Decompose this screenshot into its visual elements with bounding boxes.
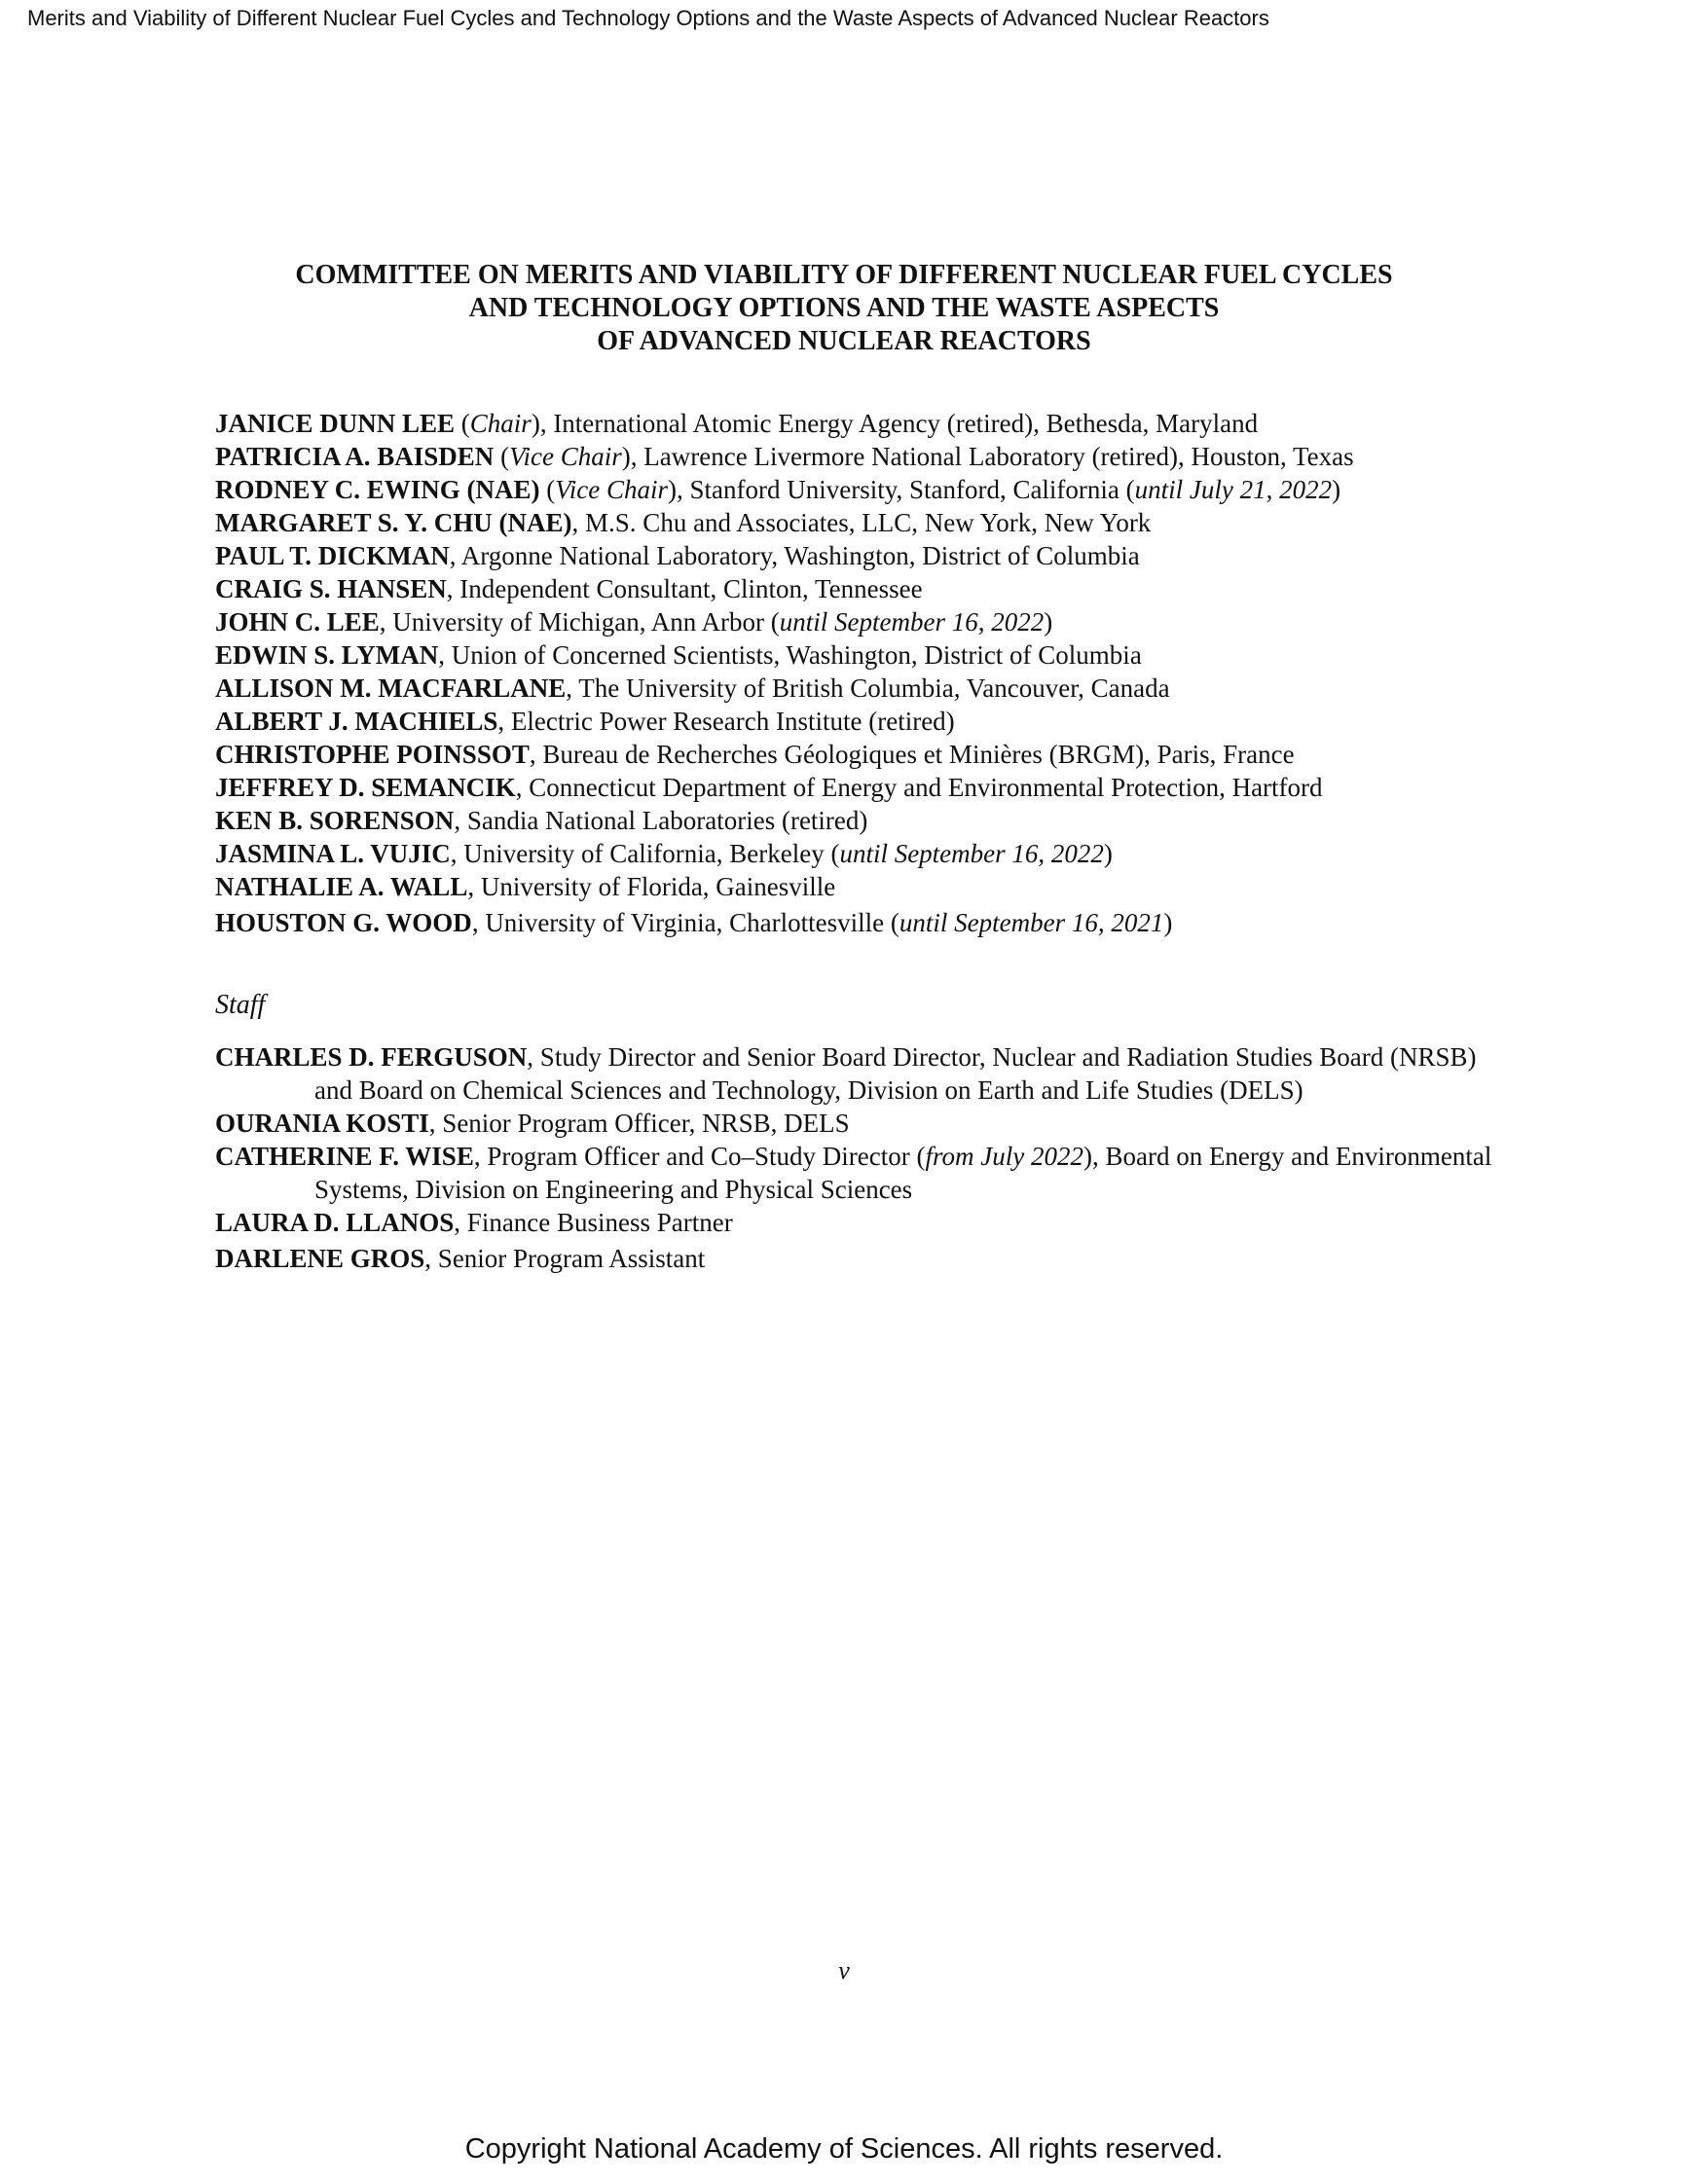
member-name: CHRISTOPHE POINSSOT bbox=[215, 740, 530, 769]
committee-member bbox=[215, 771, 1481, 804]
staff-name: DARLENE GROS bbox=[215, 1244, 425, 1273]
member-name: JANICE DUNN LEE bbox=[215, 409, 456, 438]
member-name: NATHALIE A. WALL bbox=[215, 872, 468, 901]
member-affiliation: , University of Virginia, Charlottesville ( bbox=[471, 908, 899, 937]
member-affiliation: , University of Michigan, Ann Arbor ( bbox=[379, 607, 780, 637]
member-affiliation: , Independent Consultant, Clinton, Tennessee bbox=[446, 574, 923, 603]
member-name: HOUSTON G. WOOD bbox=[215, 908, 472, 937]
member-role: Vice Chair bbox=[509, 442, 622, 471]
staff-name: CATHERINE F. WISE bbox=[215, 1142, 474, 1171]
staff-name: OURANIA KOSTI bbox=[215, 1109, 429, 1138]
staff-position: , Study Director and Senior Board Director, Nuclear and Radiation Studies Board (NRSB) and Board on Chemical Sciences and Technology, Division on Earth and Life Studies (DELS) bbox=[314, 1042, 1477, 1105]
member-affiliation: , Argonne National Laboratory, Washington, District of Columbia bbox=[449, 541, 1140, 570]
member-affiliation: ), Lawrence Livermore National Laboratory (retired), Houston, Texas bbox=[621, 442, 1354, 471]
member-affiliation: , The University of British Columbia, Vancouver, Canada bbox=[566, 673, 1170, 703]
staff-name: LAURA D. LLANOS bbox=[215, 1208, 455, 1237]
staff-member bbox=[215, 1107, 1520, 1140]
staff-list bbox=[215, 1040, 1520, 1275]
member-role: Chair bbox=[469, 409, 532, 438]
committee-member: RODNEY C. EWING (NAE) (Vice Chair), Stanford University, Stanford, California (until July 21, 2022) bbox=[215, 475, 1341, 504]
member-name: JASMINA L. VUJIC bbox=[215, 839, 451, 868]
staff-name: CHARLES D. FERGUSON bbox=[215, 1042, 528, 1072]
committee-member bbox=[215, 738, 1481, 771]
member-name: CRAIG S. HANSEN bbox=[215, 574, 447, 603]
committee-member bbox=[215, 705, 1481, 738]
member-name: JOHN C. LEE bbox=[215, 607, 380, 637]
committee-member bbox=[215, 672, 1481, 705]
staff-heading: Staff bbox=[215, 990, 266, 1020]
committee-member bbox=[215, 870, 1481, 903]
member-affiliation: , Bureau de Recherches Géologiques et Minières (BRGM), Paris, France bbox=[529, 740, 1295, 769]
staff-position-continued: ), Board on Energy and Environmental Systems, Division on Engineering and Physical Sciences bbox=[314, 1142, 1492, 1204]
member-affiliation: , M.S. Chu and Associates, LLC, New York, New York bbox=[571, 508, 1152, 537]
member-affiliation: , Connecticut Department of Energy and Environmental Protection, Hartford bbox=[515, 773, 1323, 802]
committee-member: JANICE DUNN LEE (Chair), International Atomic Energy Agency (retired), Bethesda, Maryland bbox=[215, 409, 1259, 438]
committee-member: HOUSTON G. WOOD, University of Virginia, Charlottesville (until September 16, 2021) bbox=[215, 908, 1173, 937]
running-header: Merits and Viability of Different Nuclear Fuel Cycles and Technology Options and the Waste Aspects of Advanced Nuclear Reactors bbox=[27, 6, 1269, 30]
member-affiliation: , Electric Power Research Institute (retired) bbox=[497, 707, 955, 736]
staff-position: , Program Officer and Co–Study Director ( bbox=[473, 1142, 926, 1171]
committee-member bbox=[215, 539, 1481, 572]
member-name: KEN B. SORENSON bbox=[215, 806, 455, 835]
committee-member bbox=[215, 572, 1481, 605]
member-tenure: until July 21, 2022 bbox=[1134, 475, 1333, 504]
committee-member: JASMINA L. VUJIC, University of California, Berkeley (until September 16, 2022) bbox=[215, 839, 1113, 868]
staff-member bbox=[215, 1242, 1520, 1275]
member-role: Vice Chair bbox=[555, 475, 668, 504]
staff-position: , Senior Program Assistant bbox=[424, 1244, 706, 1273]
committee-member bbox=[215, 506, 1481, 539]
committee-title-line: COMMITTEE ON MERITS AND VIABILITY OF DIFFERENT NUCLEAR FUEL CYCLES bbox=[295, 260, 1393, 290]
member-name: JEFFREY D. SEMANCIK bbox=[215, 773, 516, 802]
page-number: v bbox=[838, 1956, 850, 1984]
member-tenure: until September 16, 2022 bbox=[779, 607, 1045, 637]
member-name: ALBERT J. MACHIELS bbox=[215, 707, 498, 736]
member-affiliation: , Sandia National Laboratories (retired) bbox=[454, 806, 868, 835]
staff-position: , Finance Business Partner bbox=[454, 1208, 733, 1237]
member-tenure: until September 16, 2021 bbox=[899, 908, 1164, 937]
member-affiliation: , University of Florida, Gainesville bbox=[467, 872, 836, 901]
member-affiliation: ), Stanford University, Stanford, California ( bbox=[668, 475, 1135, 504]
staff-position: , Senior Program Officer, NRSB, DELS bbox=[428, 1109, 850, 1138]
committee-title-line: AND TECHNOLOGY OPTIONS AND THE WASTE ASPECTS bbox=[468, 293, 1220, 323]
member-name: EDWIN S. LYMAN bbox=[215, 640, 439, 670]
copyright-footer: Copyright National Academy of Sciences. All rights reserved. bbox=[464, 2133, 1224, 2165]
staff-member bbox=[215, 1206, 1520, 1239]
member-name: PATRICIA A. BAISDEN bbox=[215, 442, 495, 471]
committee-title bbox=[0, 259, 1688, 358]
member-affiliation: ), International Atomic Energy Agency (retired), Bethesda, Maryland bbox=[531, 409, 1259, 438]
member-name: MARGARET S. Y. CHU (NAE) bbox=[215, 508, 572, 537]
committee-title-line: OF ADVANCED NUCLEAR REACTORS bbox=[597, 326, 1091, 356]
member-tenure: until September 16, 2022 bbox=[839, 839, 1104, 868]
member-name: RODNEY C. EWING (NAE) bbox=[215, 475, 540, 504]
committee-member bbox=[215, 804, 1481, 837]
member-name: PAUL T. DICKMAN bbox=[215, 541, 450, 570]
staff-member bbox=[215, 1040, 1520, 1107]
member-name: ALLISON M. MACFARLANE bbox=[215, 673, 567, 703]
staff-tenure: from July 2022 bbox=[925, 1142, 1083, 1171]
committee-member: JOHN C. LEE, University of Michigan, Ann Arbor (until September 16, 2022) bbox=[215, 607, 1053, 637]
staff-member bbox=[215, 1140, 1520, 1206]
committee-member: PATRICIA A. BAISDEN (Vice Chair), Lawrence Livermore National Laboratory (retired), Houston, Texas bbox=[215, 442, 1354, 471]
member-affiliation: , Union of Concerned Scientists, Washington, District of Columbia bbox=[438, 640, 1142, 670]
committee-member bbox=[215, 638, 1481, 672]
committee-member-list bbox=[215, 407, 1481, 939]
member-affiliation: , University of California, Berkeley ( bbox=[450, 839, 840, 868]
